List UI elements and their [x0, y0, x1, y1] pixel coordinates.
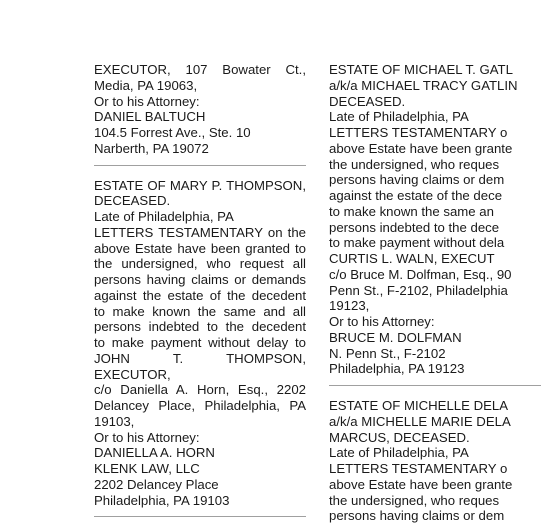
- notice-line: 2202 Delancey Place: [94, 476, 219, 492]
- notice-line: CURTIS L. WALN, EXECUT: [329, 251, 495, 266]
- notice-line: against the estate of the dece: [329, 188, 503, 203]
- notice-estate-michael-gatlin: [329, 62, 541, 377]
- notice-line: 104.5 Forrest Ave., Ste. 10: [94, 125, 251, 140]
- notice-line: persons having claims or dem: [329, 172, 505, 188]
- notice-line: DANIELLA A. HORN: [94, 445, 215, 461]
- notice-line: a/k/a MICHELLE MARIE DELA: [329, 413, 511, 429]
- notice-estate-mary-thompson: [94, 178, 306, 509]
- notice-line: above Estate have been grante: [329, 140, 513, 156]
- notice-line: LETTERS TESTAMENTARY o: [329, 125, 508, 140]
- notice-heading: ESTATE OF MICHAEL T. GATL: [329, 62, 513, 77]
- notice-line: EXECUTOR, 107 Bowater Ct.,: [94, 62, 306, 77]
- notice-line: Late of Philadelphia, PA: [94, 209, 234, 224]
- notice-line: the undersigned, who request all: [94, 256, 306, 272]
- left-column: [94, 62, 306, 529]
- notice-line: LETTERS TESTAMENTARY o: [329, 461, 508, 476]
- notice-divider: [94, 516, 306, 517]
- notice-line: persons indebted to the decedent: [94, 319, 306, 335]
- notice-line: DECEASED.: [329, 93, 406, 109]
- notice-line: DECEASED.: [94, 193, 171, 209]
- notice-line: to make known the same an: [329, 203, 494, 219]
- notice-line: Or to his Attorney:: [329, 314, 435, 329]
- notice-line: persons indebted to the dece: [329, 219, 500, 235]
- notice-line: JOHN T. THOMPSON, EXECUTOR,: [94, 350, 306, 382]
- notice-line: Late of Philadelphia, PA: [329, 445, 469, 461]
- notice-line: N. Penn St., F-2102: [329, 345, 446, 361]
- notice-line: 19123,: [329, 298, 370, 314]
- notice-line: Or to his Attorney:: [94, 93, 200, 109]
- notice-line: to make payment without delay to: [94, 335, 306, 350]
- notice-line: against the estate of the decedent: [94, 287, 306, 303]
- notice-estate-michelle-delamarcus: [329, 398, 541, 524]
- notice-line: c/o Bruce M. Dolfman, Esq., 90: [329, 266, 512, 282]
- notice-heading: ESTATE OF MICHELLE DELA: [329, 398, 509, 413]
- notice-line: to make payment without dela: [329, 235, 505, 251]
- notice-line: persons having claims or dem: [329, 508, 505, 524]
- notice-line: Penn St., F-2102, Philadelphia: [329, 282, 508, 298]
- notice-line: LETTERS TESTAMENTARY on the: [94, 224, 306, 240]
- notice-line: persons having claims or demands: [94, 272, 306, 287]
- notice-line: above Estate have been grante: [329, 476, 513, 492]
- notice-line: to make known the same and all: [94, 303, 306, 319]
- notice-line: MARCUS, DECEASED.: [329, 429, 470, 445]
- right-column: [329, 62, 541, 524]
- notice-line: DANIEL BALTUCH: [94, 109, 206, 125]
- notice-line: Or to his Attorney:: [94, 429, 200, 445]
- notice-line: above Estate have been granted to: [94, 240, 306, 256]
- notice-line: the undersigned, who reques: [329, 492, 500, 508]
- notice-divider: [329, 385, 541, 386]
- notice-line: a/k/a MICHAEL TRACY GATLIN: [329, 77, 518, 93]
- notice-line: 19103,: [94, 413, 135, 429]
- notice-line: BRUCE M. DOLFMAN: [329, 329, 462, 345]
- notice-line: Media, PA 19063,: [94, 77, 198, 93]
- notice-line: c/o Daniella A. Horn, Esq., 2202: [94, 382, 306, 398]
- notice-line: Delancey Place, Philadelphia, PA: [94, 398, 306, 413]
- notice-heading: ESTATE OF MARY P. THOMPSON,: [94, 177, 306, 193]
- notice-line: KLENK LAW, LLC: [94, 461, 200, 476]
- notice-line: Late of Philadelphia, PA: [329, 109, 469, 125]
- notice-divider: [94, 165, 306, 166]
- notice-estate-tail: [94, 62, 306, 157]
- notice-line: Philadelphia, PA 19123: [329, 361, 465, 377]
- notice-line: the undersigned, who reques: [329, 156, 500, 172]
- notice-line: Narberth, PA 19072: [94, 140, 209, 156]
- notice-line: Philadelphia, PA 19103: [94, 492, 230, 508]
